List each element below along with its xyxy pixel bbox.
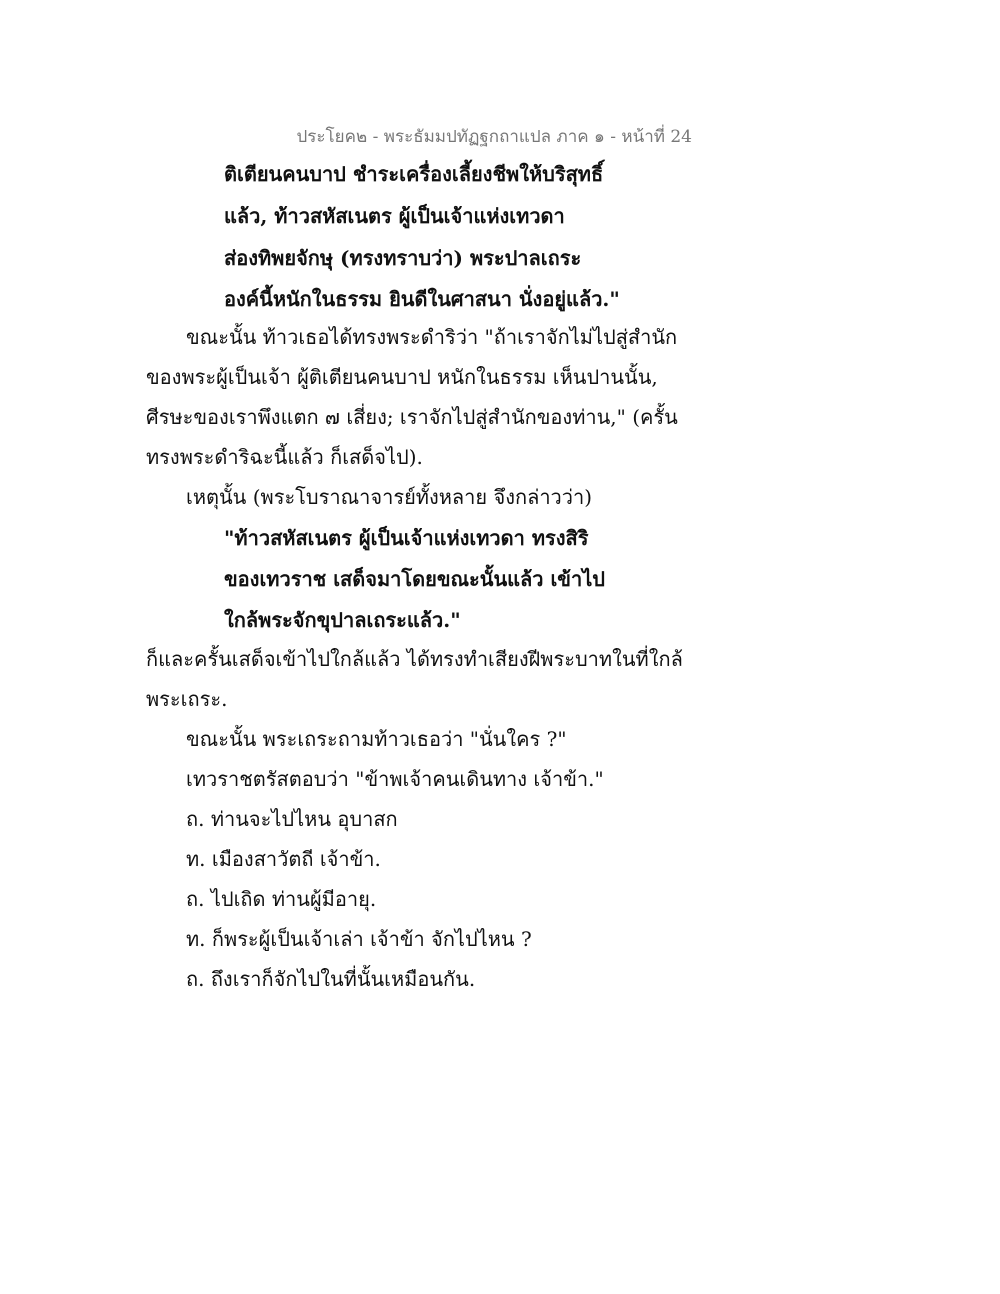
dialogue-line: ถ. ถึงเราก็จักไปในที่นั้นเหมือนกัน. <box>186 967 476 991</box>
verse-line: องค์นี้หนักในธรรม ยินดีในศาสนา นั่งอยู่แล้ว." <box>224 287 620 311</box>
paragraph-line: ขณะนั้น ท้าวเธอได้ทรงพระดำริว่า "ถ้าเราจักไม่ไปสู่สำนัก <box>186 325 678 349</box>
verse-line: ใกล้พระจักขุปาลเถระแล้ว." <box>224 608 461 632</box>
dialogue-line: ถ. ท่านจะไปไหน อุบาสก <box>186 807 398 831</box>
verse-line: ติเตียนคนบาป ชำระเครื่องเลี้ยงชีพให้บริสุทธิ์ <box>224 162 604 186</box>
dialogue-line: ท. ก็พระผู้เป็นเจ้าเล่า เจ้าข้า จักไปไหน ? <box>186 927 532 951</box>
running-header: ประโยค๒ - พระธัมมปทัฏฐกถาแปล ภาค ๑ - หน้าที่ 24 <box>296 127 692 147</box>
paragraph-line: ก็และครั้นเสด็จเข้าไปใกล้แล้ว ได้ทรงทำเสียงฝีพระบาทในที่ใกล้ <box>146 647 683 671</box>
verse-line: ของเทวราช เสด็จมาโดยขณะนั้นแล้ว เข้าไป <box>224 567 605 591</box>
paragraph-line: เหตุนั้น (พระโบราณาจารย์ทั้งหลาย จึงกล่าวว่า) <box>186 485 593 509</box>
paragraph-line: ศีรษะของเราพึงแตก ๗ เสี่ยง; เราจักไปสู่สำนักของท่าน," (ครั้น <box>146 405 678 429</box>
paragraph-line: ของพระผู้เป็นเจ้า ผู้ติเตียนคนบาป หนักในธรรม เห็นปานนั้น, <box>146 365 658 389</box>
verse-line: "ท้าวสหัสเนตร ผู้เป็นเจ้าแห่งเทวดา ทรงสิริ <box>224 526 589 550</box>
paragraph-line: ทรงพระดำริฉะนี้แล้ว ก็เสด็จไป). <box>146 445 423 469</box>
paragraph-line: พระเถระ. <box>146 687 228 711</box>
dialogue-line: ถ. ไปเถิด ท่านผู้มีอายุ. <box>186 887 377 911</box>
dialogue-line: ท. เมืองสาวัตถี เจ้าข้า. <box>186 847 381 871</box>
dialogue-line: เทวราชตรัสตอบว่า "ข้าพเจ้าคนเดินทาง เจ้าข้า." <box>186 767 604 791</box>
verse-line: แล้ว, ท้าวสหัสเนตร ผู้เป็นเจ้าแห่งเทวดา <box>224 204 565 228</box>
dialogue-line: ขณะนั้น พระเถระถามท้าวเธอว่า "นั่นใคร ?" <box>186 727 567 751</box>
verse-line: ส่องทิพยจักษุ (ทรงทราบว่า) พระปาลเถระ <box>224 246 582 270</box>
